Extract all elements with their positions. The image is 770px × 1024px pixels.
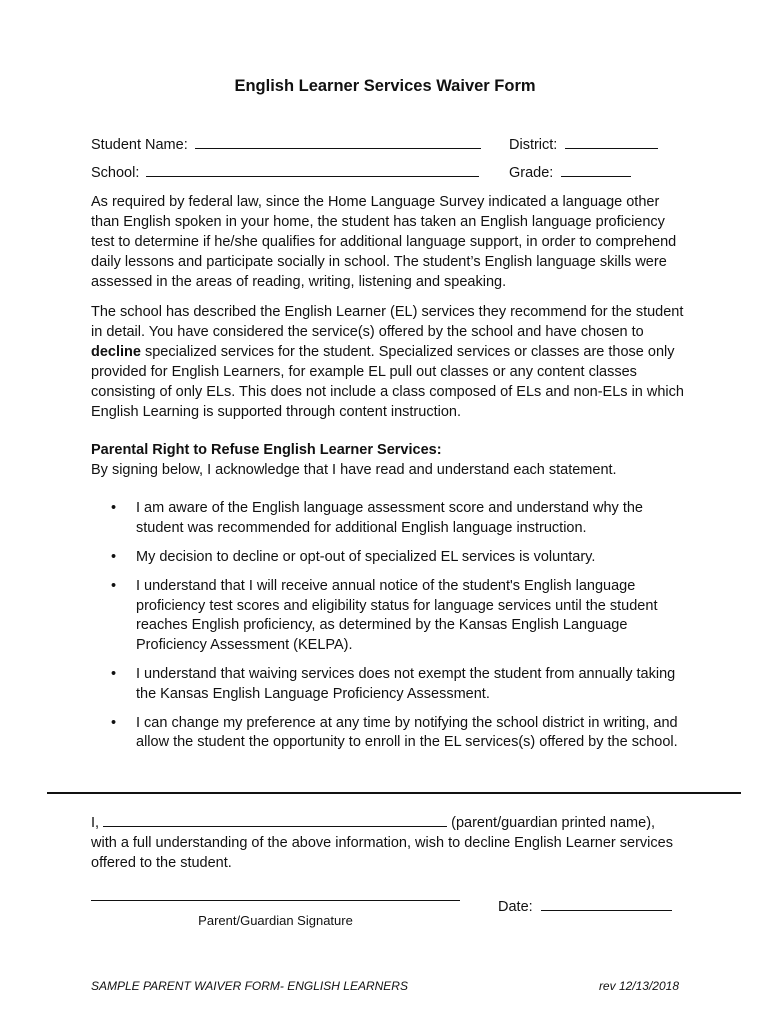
acknowledgement-item xyxy=(91,499,691,538)
services-paragraph xyxy=(91,302,691,422)
school-label: School: xyxy=(91,165,140,181)
acknowledgement-text: I am aware of the English language assessment score and understand why the student was recommended for additional English language instruction. xyxy=(136,500,643,536)
services-text xyxy=(91,302,691,422)
acknowledgement-text: I understand that waiving services does not exempt the student from annually taking the Kansas English Language Proficiency Assessment. xyxy=(136,665,676,702)
section-divider xyxy=(47,792,741,794)
date-field[interactable] xyxy=(541,897,672,911)
intro-text: As required by federal law, since the Home Language Survey indicated a language other than English spoken in your home, the student has taken an English language proficiency test to determine if he/she qualifies for additional language support, in order to comprehend daily lessons and participate socially in school. The student’s English language skills were assessed in the areas of reading, writing, listening and speaking. xyxy=(91,194,677,290)
grade-field[interactable] xyxy=(561,163,631,177)
bullet-icon: • xyxy=(111,577,117,594)
acknowledgement-list xyxy=(91,499,691,763)
acknowledgement-item xyxy=(91,577,691,655)
bullet-icon: • xyxy=(111,665,117,682)
date-label: Date: xyxy=(498,899,533,915)
acknowledgement-item xyxy=(91,714,691,753)
district-label: District: xyxy=(509,137,558,153)
student-name-label: Student Name: xyxy=(91,137,188,153)
acknowledgement-item xyxy=(91,665,691,704)
parent-signature-field[interactable] xyxy=(91,900,460,901)
bullet-icon: • xyxy=(111,548,117,565)
signature-caption: Parent/Guardian Signature xyxy=(198,913,353,928)
rights-section-header xyxy=(91,440,691,480)
school-row xyxy=(91,163,479,181)
rights-intro: By signing below, I acknowledge that I have read and understand each statement. xyxy=(91,462,617,478)
services-text-before: The school has described the English Learner (EL) services they recommend for the student in detail. You have considered the service(s) offered by the school and have chosen to xyxy=(91,304,684,340)
bullet-icon: • xyxy=(111,714,117,731)
acknowledgement-text: I understand that I will receive annual notice of the student's English language proficiency test scores and eligibility status for language services until the student reaches English proficiency, as determined by the Kansas English Language Proficiency Assessment (KELPA). xyxy=(136,577,658,653)
rights-heading: Parental Right to Refuse English Learner Services: xyxy=(91,442,442,458)
declaration-text: with a full understanding of the above information, wish to decline English Learner services offered to the student. xyxy=(91,835,673,871)
student-name-row xyxy=(91,135,481,153)
bullet-icon: • xyxy=(111,500,117,516)
district-field[interactable] xyxy=(565,135,658,149)
declaration-block xyxy=(91,813,701,873)
student-name-field[interactable] xyxy=(195,135,481,149)
school-field[interactable] xyxy=(146,163,479,177)
intro-paragraph xyxy=(91,192,691,292)
footer-form-name: SAMPLE PARENT WAIVER FORM- ENGLISH LEARNERS xyxy=(91,979,408,993)
parent-printed-name-field[interactable] xyxy=(103,813,447,827)
form-title: English Learner Services Waiver Form xyxy=(234,77,536,95)
district-row xyxy=(509,135,658,153)
acknowledgement-item xyxy=(91,548,691,568)
grade-row xyxy=(509,163,631,181)
acknowledgement-text: My decision to decline or opt-out of specialized EL services is voluntary. xyxy=(136,548,596,565)
footer-revision: rev 12/13/2018 xyxy=(598,979,679,993)
declaration-name-line xyxy=(91,813,701,833)
decline-emphasis: decline xyxy=(91,344,141,360)
acknowledgement-text: I can change my preference at any time by notifying the school district in writing, and allow the student the opportunity to enroll in the EL services(s) offered by the school. xyxy=(136,714,678,751)
declaration-suffix: (parent/guardian printed name), xyxy=(451,815,656,831)
grade-label: Grade: xyxy=(509,165,554,181)
services-text-after: specialized services for the student. Specialized services or classes are those only provided for English Learners, for example EL pull out classes or any content classes consisting of only ELs. This does not include a class composed of ELs and non-ELs in which English Learning is supported through content instruction. xyxy=(91,344,684,420)
date-row xyxy=(498,897,672,915)
declaration-prefix: I, xyxy=(91,815,100,831)
